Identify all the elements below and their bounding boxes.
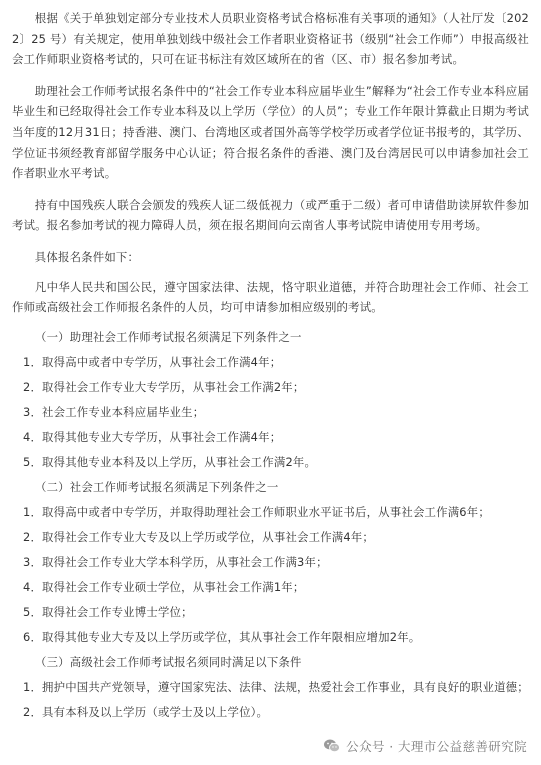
list-item: 1．拥护中国共产党领导，遵守国家宪法、法律、法规，热爱社会工作事业，具有良好的职业道德；	[23, 679, 529, 694]
list-item: 4．取得社会工作专业硕士学位，从事社会工作满1年；	[23, 579, 305, 594]
paragraph-specific-conditions-intro: 具体报名条件如下：	[34, 249, 140, 264]
list-item: 1．取得高中或者中专学历，从事社会工作满4年；	[23, 354, 282, 369]
list-item: 3．取得社会工作专业大学本科学历，从事社会工作满3年；	[23, 554, 328, 569]
list-item: 1．取得高中或者中专学历，并取得助理社会工作师职业水平证书后，从事社会工作满6年；	[23, 504, 490, 519]
section-heading-social-worker: （二）社会工作师考试报名须满足下列条件之一	[35, 479, 279, 494]
list-item: 2．取得社会工作专业大专及以上学历或学位，从事社会工作满4年；	[23, 529, 375, 544]
list-item: 2．取得社会工作专业大专学历，从事社会工作满2年；	[23, 379, 305, 394]
section-heading-assistant: （一）助理社会工作师考试报名须满足下列条件之一	[35, 329, 302, 344]
list-item: 5．取得社会工作专业博士学位；	[23, 604, 193, 619]
paragraph-notice-reference: 根据《关于单独划定部分专业技术人员职业资格考试合格标准有关事项的通知》（人社厅发〔2022〕25 号）有关规定，使用单独划线中级社会工作者职业资格证书（级别“社会工作师”）申报高级社会工作师职业资格考试的，只可在证书标注有效区域所在的省（区、市）报名参加考试。	[12, 11, 529, 67]
wechat-icon	[323, 737, 341, 755]
list-item: 3．社会工作专业本科应届毕业生；	[23, 404, 205, 419]
list-item: 2．具有本科及以上学历（或学士及以上学位）。	[23, 705, 269, 720]
paragraph-visually-impaired: 持有中国残疾人联合会颁发的残疾人证二级低视力（或严重于二级）者可申请借助读屏软件参加考试。报名参加考试的视力障碍人员，须在报名期间向云南省人事考试院申请使用专用考场。	[12, 197, 529, 233]
list-item: 6．取得其他专业大专及以上学历或学位，其从事社会工作年限相应增加2年。	[23, 629, 421, 644]
watermark	[323, 737, 527, 755]
paragraph-general-eligibility: 凡中华人民共和国公民，遵守国家法律、法规，恪守职业道德，并符合助理社会工作师、社会工作师或高级社会工作师报名条件的人员，均可申请参加相应级别的考试。	[12, 279, 529, 315]
section-heading-senior: （三）高级社会工作师考试报名须同时满足以下条件	[35, 654, 302, 669]
paragraph-assistant-conditions-explanation: 助理社会工作师考试报名条件中的“社会工作专业本科应届毕业生”解释为“社会工作专业本科应届毕业生和已经取得社会工作专业本科及以上学历（学位）的人员”；专业工作年限计算截止日期为考试当年度的12月31日；持香港、澳门、台湾地区或者国外高等学校学历或者学位证书报考的，其学历、学位证书须经教育部留学服务中心认证；符合报名条件的香港、澳门及台湾居民可以申请参加社会工作者职业水平考试。	[12, 83, 529, 181]
list-item: 5．取得其他专业本科及以上学历，从事社会工作满2年。	[23, 454, 317, 469]
list-item: 4．取得其他专业大专学历，从事社会工作满4年；	[23, 429, 282, 444]
watermark-text: 公众号 · 大理市公益慈善研究院	[346, 739, 527, 754]
